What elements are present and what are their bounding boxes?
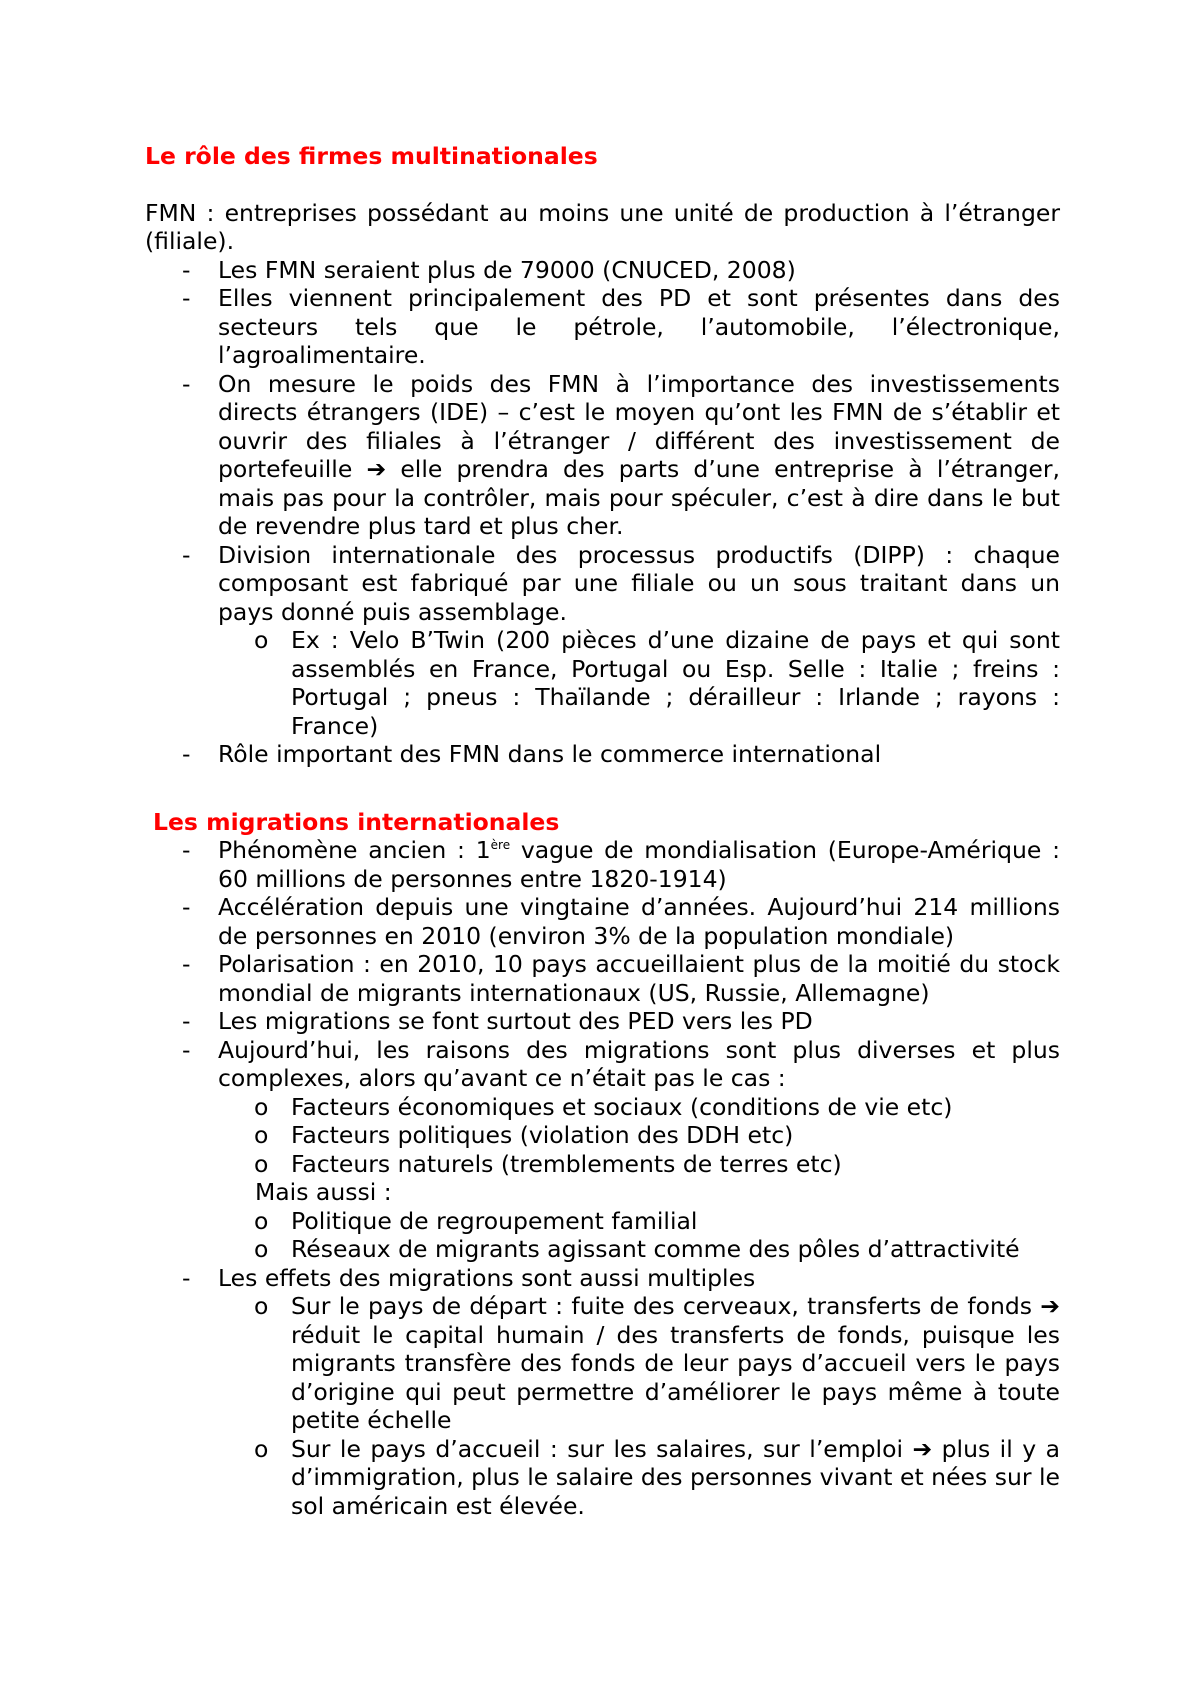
list-item bbox=[145, 836, 1060, 893]
dash-marker: - bbox=[182, 284, 191, 312]
dash-marker: - bbox=[182, 1007, 191, 1035]
sub-list-item bbox=[218, 1207, 1060, 1236]
dash-marker: - bbox=[182, 950, 191, 978]
list-item-text: Accélération depuis une vingtaine d’années. Aujourd’hui 214 millions de personnes en 2010 (environ 3% de la population mondiale) bbox=[218, 893, 1060, 950]
list-item-text: Les FMN seraient plus de 79000 (CNUCED, 2008) bbox=[218, 255, 796, 284]
arrow-icon: ➔ bbox=[912, 1434, 933, 1463]
sub-list bbox=[218, 1207, 1060, 1264]
list-item-text: Polarisation : en 2010, 10 pays accueillaient plus de la moitié du stock mondial de migrants internationaux (US, Russie, Allemagne) bbox=[218, 950, 1060, 1007]
sub-list-item-text-cont: réduit le capital humain / des transferts de fonds, puisque les migrants transfère des fonds de leur pays d’accueil vers le pays d’origine qui peut permettre d’améliorer le pays même à toute petite échelle bbox=[291, 1320, 1060, 1434]
migrations-list bbox=[145, 836, 1060, 1520]
circle-marker: o bbox=[254, 1206, 269, 1235]
list-item bbox=[145, 370, 1060, 541]
dash-marker: - bbox=[182, 1263, 191, 1292]
list-item bbox=[145, 1264, 1060, 1521]
also-label: Mais aussi : bbox=[255, 1178, 392, 1206]
sub-list-item-text: Ex : Velo B’Twin (200 pièces d’une dizaine de pays et qui sont assemblés en France, Portugal ou Esp. Selle : Italie ; freins : Portugal ; pneus : Thaïlande ; dérailleur : Irlande ; rayons : France) bbox=[291, 626, 1060, 740]
sub-list-item-text: Sur le pays d’accueil : sur les salaires, sur l’emploi bbox=[291, 1434, 903, 1463]
list-item bbox=[145, 284, 1060, 370]
dash-marker: - bbox=[182, 836, 191, 864]
circle-marker: o bbox=[254, 1434, 269, 1463]
fmn-definition: FMN : entreprises possédant au moins une unité de production à l’étranger (filiale). bbox=[145, 198, 1060, 255]
dash-marker: - bbox=[182, 893, 191, 921]
list-item-text: Elles viennent principalement des PD et sont présentes dans des secteurs tels que le pétrole, l’automobile, l’électronique, l’agroalimentaire. bbox=[218, 284, 1060, 369]
sub-list-item bbox=[218, 626, 1060, 740]
sub-list-item-text: Réseaux de migrants agissant comme des pôles d’attractivité bbox=[291, 1235, 1020, 1263]
superscript: ère bbox=[490, 838, 511, 852]
list-item bbox=[145, 950, 1060, 1007]
sub-list bbox=[218, 626, 1060, 740]
list-item-text: Les effets des migrations sont aussi multiples bbox=[218, 1263, 756, 1292]
sub-list-item bbox=[218, 1292, 1060, 1435]
sub-list-item-text: Sur le pays de départ : fuite des cerveaux, transferts de fonds bbox=[291, 1292, 1033, 1320]
list-item bbox=[145, 740, 1060, 769]
sub-list-item bbox=[218, 1435, 1060, 1521]
circle-marker: o bbox=[254, 626, 269, 654]
fmn-list bbox=[145, 256, 1060, 769]
list-item-text: Phénomène ancien : 1 bbox=[218, 836, 491, 864]
sub-list-item bbox=[218, 1121, 1060, 1150]
sub-list-item-text: Facteurs économiques et sociaux (conditions de vie etc) bbox=[291, 1092, 953, 1121]
dash-marker: - bbox=[182, 1035, 191, 1064]
section-heading-fmn: Le rôle des firmes multinationales bbox=[145, 142, 598, 170]
circle-marker: o bbox=[254, 1292, 269, 1320]
list-item-text-cont: vague de mondialisation (Europe-Amérique : 60 millions de personnes entre 1820-1914) bbox=[218, 836, 1060, 893]
sub-list-item-text: Facteurs politiques (violation des DDH etc) bbox=[291, 1121, 794, 1149]
list-item-text: Les migrations se font surtout des PED vers les PD bbox=[218, 1007, 813, 1035]
sub-list-item-text: Politique de regroupement familial bbox=[291, 1206, 698, 1235]
sub-list-item bbox=[218, 1093, 1060, 1122]
arrow-icon: ➔ bbox=[366, 455, 387, 483]
sub-list-item-text: Facteurs naturels (tremblements de terres etc) bbox=[291, 1149, 842, 1178]
list-item-text: Division internationale des processus productifs (DIPP) : chaque composant est fabriqué par une filiale ou un sous traitant dans un pays donné puis assemblage. bbox=[218, 540, 1060, 626]
sub-list-item bbox=[218, 1235, 1060, 1264]
circle-marker: o bbox=[254, 1092, 269, 1121]
dash-marker: - bbox=[182, 369, 191, 398]
list-item bbox=[145, 1007, 1060, 1036]
circle-marker: o bbox=[254, 1121, 269, 1149]
document-page bbox=[145, 0, 1060, 1520]
list-item-text-cont: elle prendra des parts d’une entreprise à l’étranger, mais pas pour la contrôler, mais pour spéculer, c’est à dire dans le but de revendre plus tard et plus cher. bbox=[218, 455, 1060, 540]
section-heading-migrations: Les migrations internationales bbox=[153, 807, 560, 836]
arrow-icon: ➔ bbox=[1040, 1292, 1060, 1320]
dash-marker: - bbox=[182, 540, 191, 569]
list-item-text: Aujourd’hui, les raisons des migrations sont plus diverses et plus complexes, alors qu’avant ce n’était pas le cas : bbox=[218, 1035, 1060, 1092]
dash-marker: - bbox=[182, 740, 191, 768]
sub-list bbox=[218, 1093, 1060, 1179]
list-item bbox=[145, 541, 1060, 741]
sub-list-item bbox=[218, 1150, 1060, 1179]
list-item bbox=[145, 893, 1060, 950]
list-item-text: On mesure le poids des FMN à l’importance des investissements directs étrangers (IDE) – c’est le moyen qu’ont les FMN de s’établir et ouvrir des filiales à l’étranger / différent des investissement de portefeuille bbox=[218, 369, 1060, 483]
list-item bbox=[145, 1036, 1060, 1264]
circle-marker: o bbox=[254, 1235, 269, 1263]
dash-marker: - bbox=[182, 255, 191, 284]
sub-list bbox=[218, 1292, 1060, 1520]
sub-list-item-text-cont: plus il y a d’immigration, plus le salaire des personnes vivant et nées sur le sol américain est élevée. bbox=[291, 1434, 1060, 1520]
list-item-text: Rôle important des FMN dans le commerce international bbox=[218, 740, 882, 768]
circle-marker: o bbox=[254, 1149, 269, 1178]
list-item bbox=[145, 256, 1060, 285]
